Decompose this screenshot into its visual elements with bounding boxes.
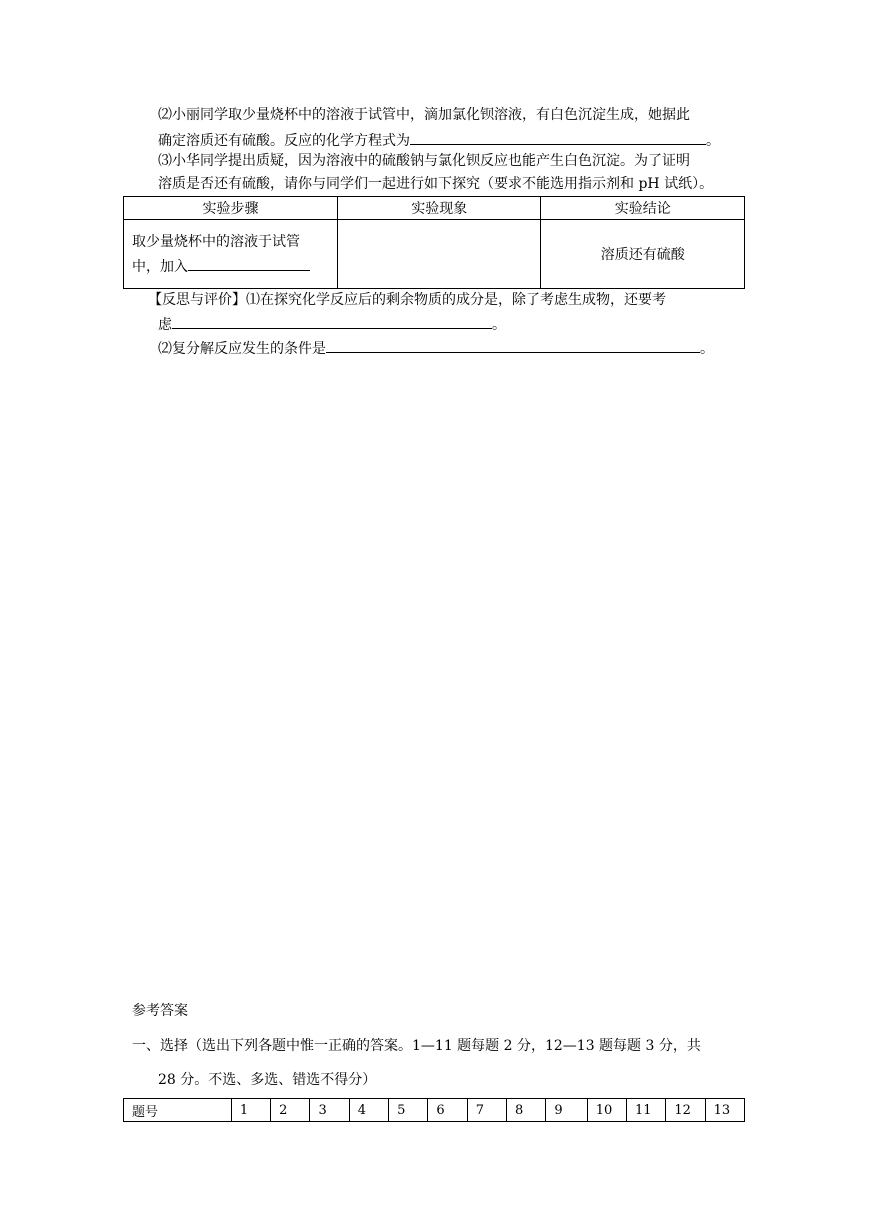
header-step: 实验步骤 (124, 197, 338, 220)
step-text-line2 (132, 254, 337, 279)
answer-number: 1 (231, 1099, 270, 1122)
answer-number-row (124, 1099, 745, 1122)
answer-number: 2 (271, 1099, 310, 1122)
answers-section-line1: 一、选择（选出下列各题中惟一正确的答案。1—11 题每题 2 分，12—13 题每题 3 分，共 (132, 1038, 701, 1054)
answer-number: 13 (705, 1099, 744, 1122)
q3-line2: 溶质是否还有硫酸，请你与同学们一起进行如下探究（要求不能选用指示剂和 pH 试纸）。 (158, 176, 714, 192)
condition-label: ⑵复分解反应发生的条件是 (158, 341, 326, 357)
step-cell (124, 220, 338, 289)
reagent-blank[interactable] (188, 254, 310, 271)
q2-line1: ⑵小丽同学取少量烧杯中的溶液于试管中，滴加氯化钡溶液，有白色沉淀生成，她据此 (158, 107, 690, 123)
experiment-table (123, 196, 745, 289)
reflection-consider-label: 虑 (158, 317, 172, 333)
q2-line2 (158, 128, 720, 152)
row-label: 题号 (124, 1099, 232, 1122)
answer-number: 7 (467, 1099, 506, 1122)
answers-section-line2: 28 分。不选、多选、错选不得分） (158, 1072, 377, 1088)
answer-number: 11 (627, 1099, 666, 1122)
header-conclusion: 实验结论 (541, 197, 745, 220)
answers-heading: 参考答案 (132, 1003, 188, 1019)
header-phenomenon: 实验现象 (338, 197, 541, 220)
answer-number: 6 (428, 1099, 467, 1122)
answer-number: 10 (587, 1099, 626, 1122)
equation-blank[interactable] (410, 128, 706, 145)
step-add-label: 中，加入 (132, 258, 188, 275)
answer-number: 12 (666, 1099, 705, 1122)
q2-period: 。 (706, 133, 720, 149)
condition-period: 。 (700, 341, 714, 357)
reflection-line3 (158, 336, 714, 360)
answer-number: 4 (349, 1099, 388, 1122)
answer-number: 9 (546, 1099, 587, 1122)
reflection-line1: 【反思与评价】⑴在探究化学反应后的剩余物质的成分是，除了考虑生成物，还要考 (148, 292, 666, 308)
answer-table (123, 1098, 745, 1122)
q3-line1: ⑶小华同学提出质疑，因为溶液中的硫酸钠与氯化钡反应也能产生白色沉淀。为了证明 (158, 153, 690, 169)
answer-number: 5 (389, 1099, 428, 1122)
phenomenon-cell[interactable] (338, 220, 541, 289)
q2-equation-prompt: 确定溶质还有硫酸。反应的化学方程式为 (158, 133, 410, 149)
answer-number: 3 (310, 1099, 349, 1122)
consider-blank[interactable] (172, 312, 492, 329)
answer-number: 8 (507, 1099, 546, 1122)
conclusion-cell: 溶质还有硫酸 (541, 220, 745, 289)
step-text-line1: 取少量烧杯中的溶液于试管 (132, 233, 300, 250)
condition-blank[interactable] (326, 336, 700, 353)
reflection-period: 。 (492, 317, 506, 333)
reflection-line2 (158, 312, 506, 336)
